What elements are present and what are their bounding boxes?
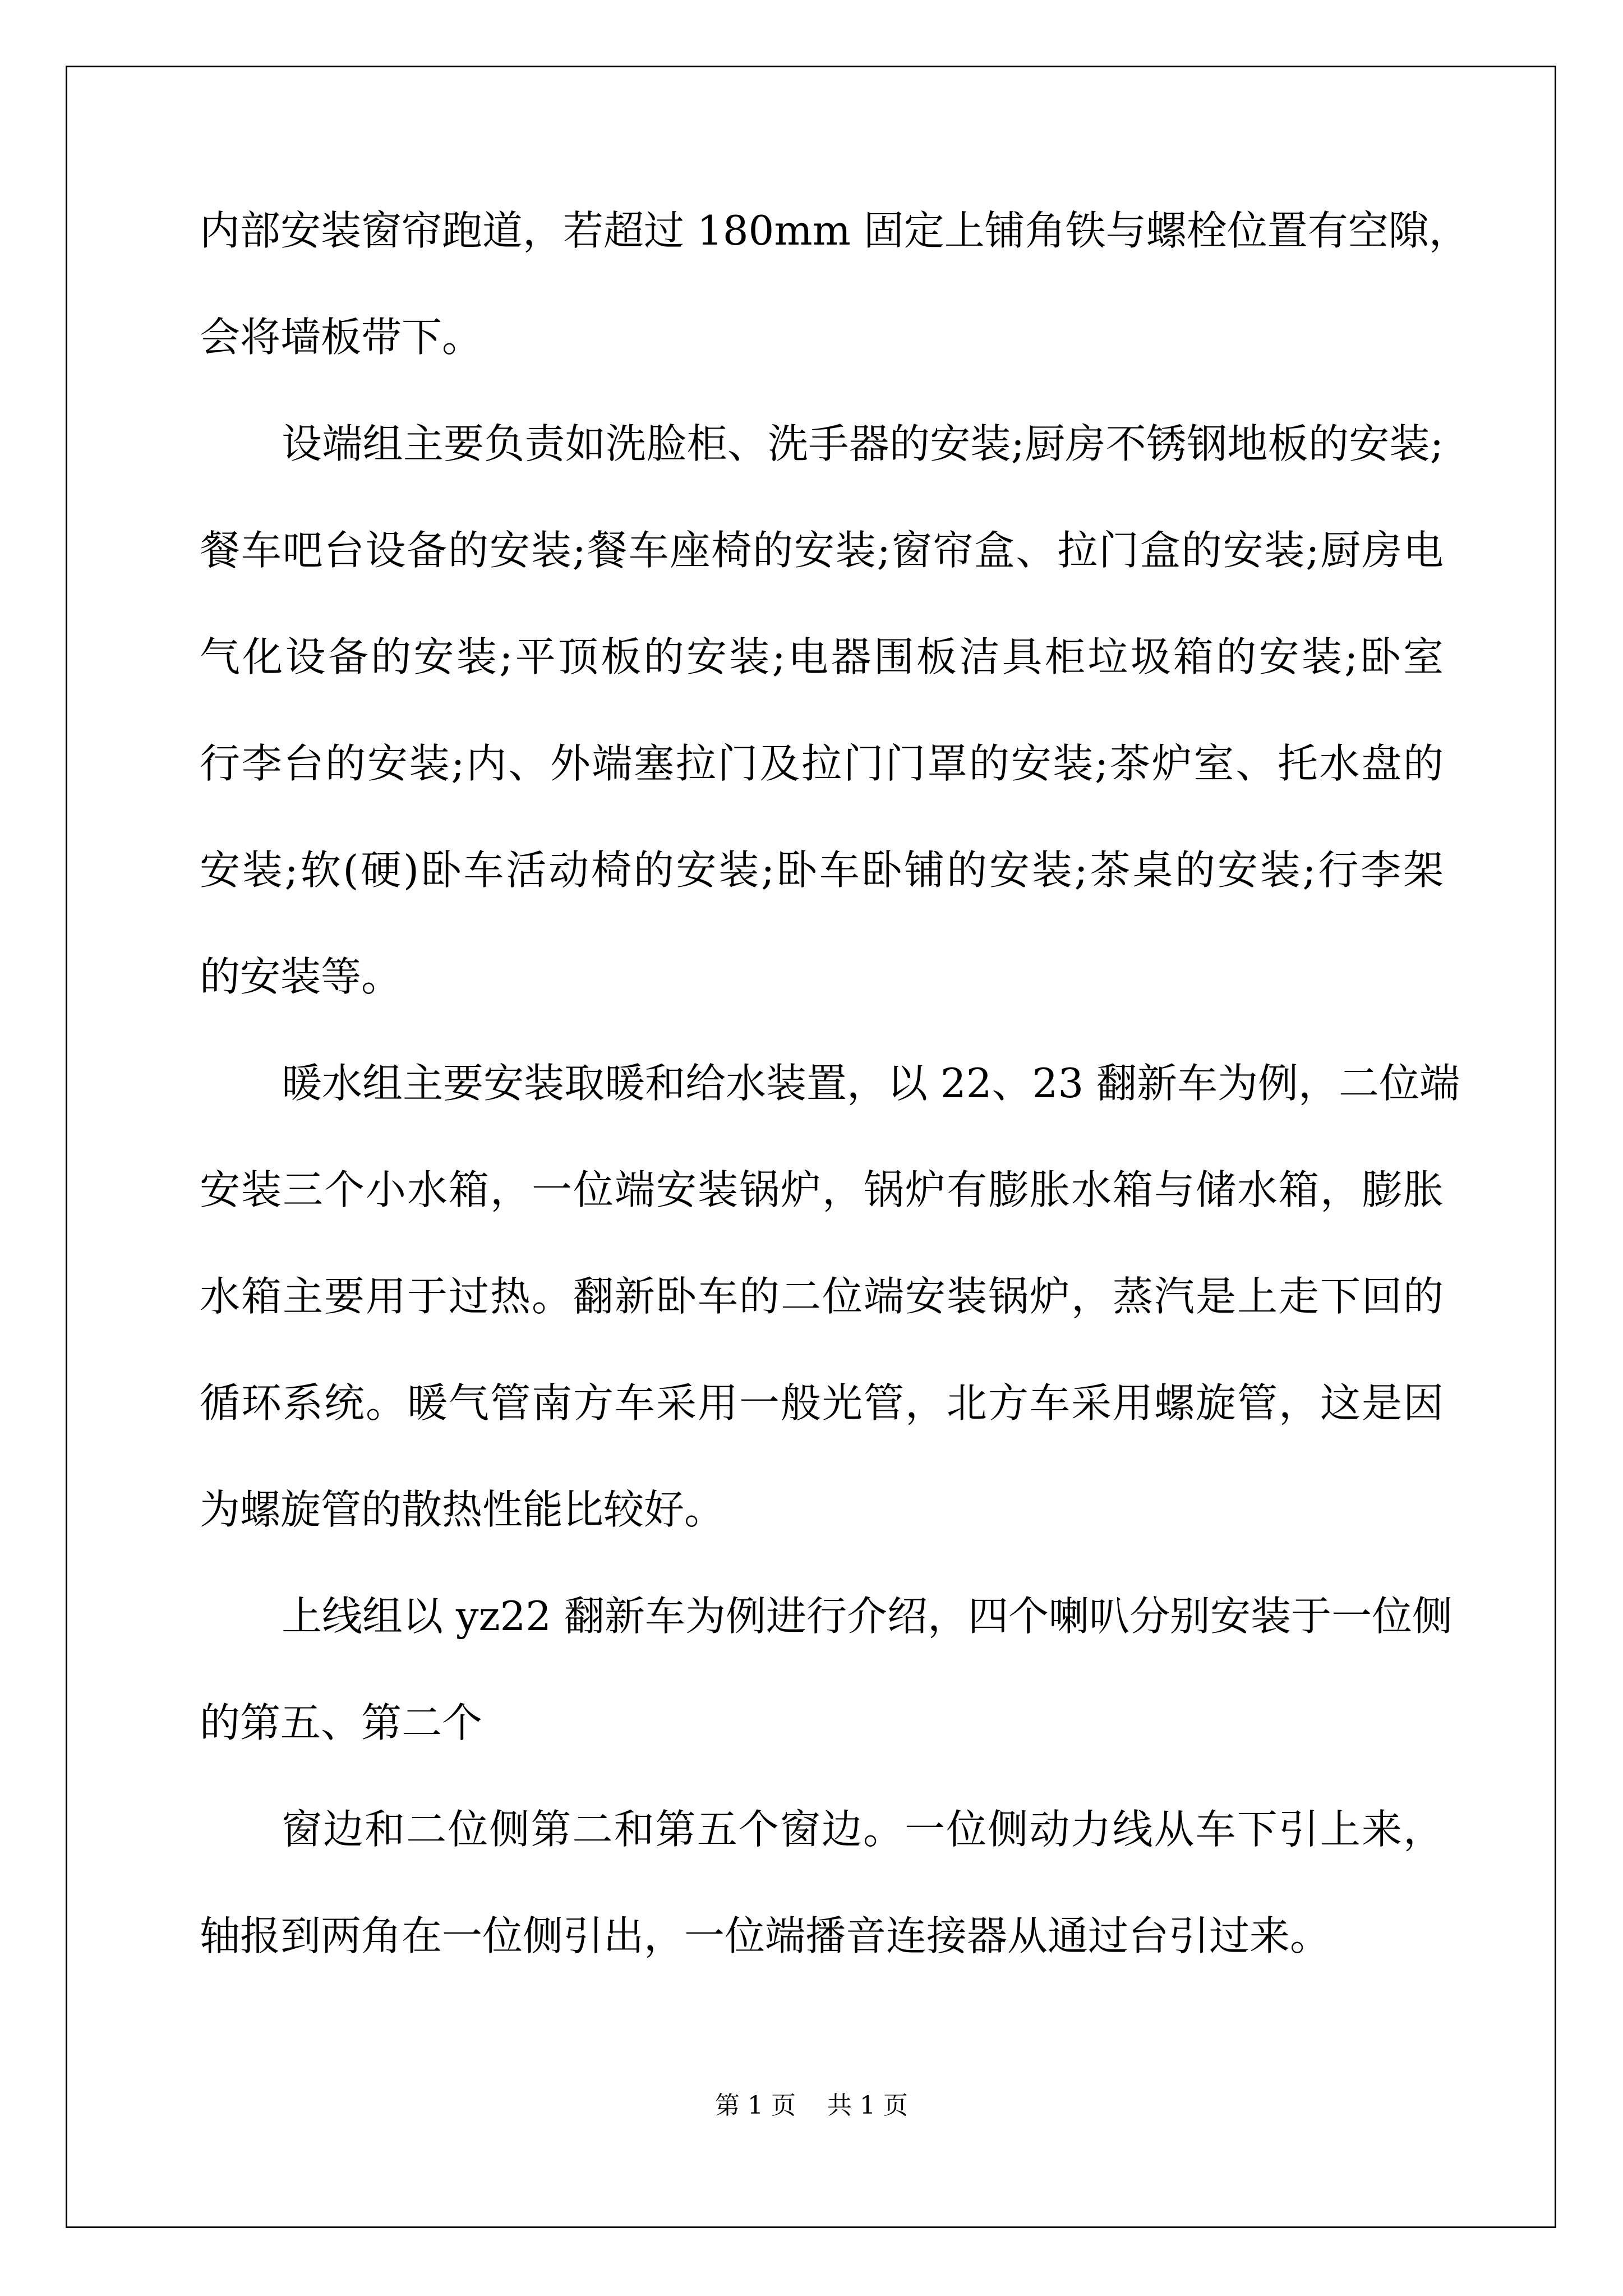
text-line: 行李台的安装;内、外端塞拉门及拉门门罩的安装;茶炉室、托水盘的	[200, 740, 1444, 787]
page-number-footer: 第 1 页 共 1 页	[715, 2091, 908, 2120]
text-line: 窗边和二位侧第二和第五个窗边。一位侧动力线从车下引上来，	[282, 1806, 1444, 1853]
paragraph-2	[200, 417, 1444, 1003]
text-line: 轴报到两角在一位侧引出，一位端播音连接器从通过台引过来。	[200, 1912, 1331, 1959]
text-line: 会将墙板带下。	[200, 314, 483, 361]
text-line: 内部安装窗帘跑道，若超过 180mm 固定上铺角铁与螺栓位置有空隙，	[200, 207, 1469, 254]
text-line: 的安装等。	[200, 953, 402, 1000]
text-line: 安装;软(硬)卧车活动椅的安装;卧车卧铺的安装;茶桌的安装;行李架	[200, 846, 1444, 894]
text-line: 循环系统。暖气管南方车采用一般光管，北方车采用螺旋管，这是因	[200, 1379, 1444, 1427]
text-line: 上线组以 yz22 翻新车为例进行介绍，四个喇叭分别安装于一位侧	[282, 1593, 1453, 1640]
text-line: 安装三个小水箱，一位端安装锅炉，锅炉有膨胀水箱与储水箱，膨胀	[200, 1166, 1444, 1213]
text-line: 气化设备的安装;平顶板的安装;电器围板洁具柜垃圾箱的安装;卧室	[200, 633, 1444, 680]
paragraph-1	[200, 204, 1469, 364]
text-line: 为螺旋管的散热性能比较好。	[200, 1486, 725, 1533]
text-line: 水箱主要用于过热。翻新卧车的二位端安装锅炉，蒸汽是上走下回的	[200, 1273, 1444, 1320]
text-line: 暖水组主要安装取暖和给水装置，以 22、23 翻新车为例，二位端	[282, 1060, 1460, 1107]
text-line: 设端组主要负责如洗脸柜、洗手器的安装;厨房不锈钢地板的安装;	[282, 420, 1444, 467]
document-body	[200, 204, 1469, 1962]
paragraph-4	[200, 1590, 1453, 1749]
text-line: 餐车吧台设备的安装;餐车座椅的安装;窗帘盒、拉门盒的安装;厨房电	[200, 527, 1444, 574]
paragraph-5	[200, 1803, 1444, 1962]
paragraph-3	[200, 1057, 1460, 1536]
text-line: 的第五、第二个	[200, 1699, 483, 1746]
